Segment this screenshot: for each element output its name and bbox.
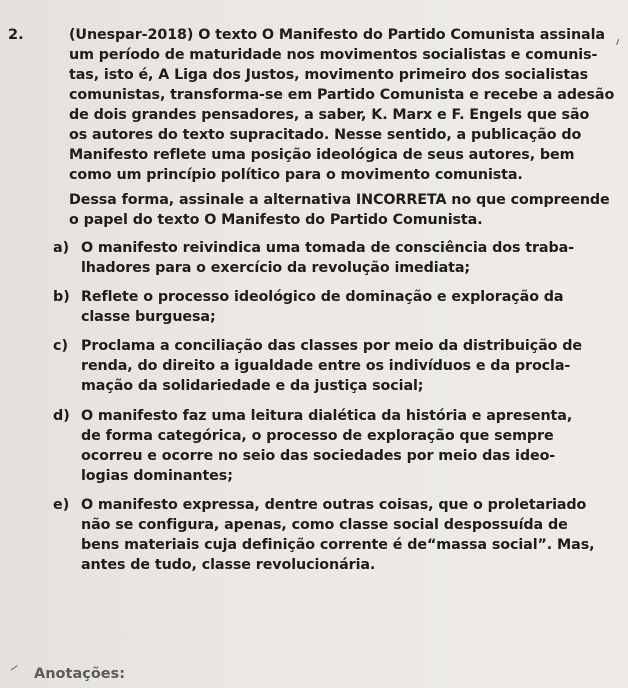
option-text: O manifesto expressa, dentre outras coisas, que o proletariado: [81, 497, 587, 513]
option-letter: b): [53, 289, 70, 305]
stem-line: um período de maturidade nos movimentos socialistas e comunis-: [69, 47, 598, 63]
option-text: Proclama a conciliação das classes por meio da distribuição de: [81, 338, 582, 354]
option-text: renda, do direito a igualdade entre os indivíduos e da procla-: [81, 358, 571, 374]
stem-line: Dessa forma, assinale a alternativa INCORRETA no que compreende: [69, 192, 610, 208]
option-letter: a): [53, 240, 70, 256]
stem-line: os autores do texto supracitado. Nesse sentido, a publicação do: [69, 127, 582, 143]
option-text: classe burguesa;: [81, 309, 216, 325]
option-text: mação da solidariedade e da justiça social;: [81, 378, 424, 394]
stem-line: (Unespar-2018) O texto O Manifesto do Partido Comunista assinala: [69, 27, 605, 43]
stem-line: comunistas, transforma-se em Partido Comunista e recebe a adesão: [69, 87, 615, 103]
question-number: 2.: [8, 27, 24, 43]
option-text: de forma categórica, o processo de exploração que sempre: [81, 428, 554, 444]
notes-tick-mark: [6, 659, 18, 671]
option-text: não se configura, apenas, como classe social despossuída de: [81, 517, 568, 533]
option-text: O manifesto reivindica uma tomada de consciência dos traba-: [81, 240, 574, 256]
option-text: ocorreu e ocorre no seio das sociedades por meio das ideo-: [81, 448, 556, 464]
option-text: antes de tudo, classe revolucionária.: [81, 557, 376, 573]
stem-line: Manifesto reflete uma posição ideológica de seus autores, bem: [69, 147, 575, 163]
option-letter: d): [53, 408, 70, 424]
margin-pen-mark: [616, 39, 625, 47]
option-text: Reflete o processo ideológico de dominação e exploração da: [81, 289, 564, 305]
stem-line: o papel do texto O Manifesto do Partido Comunista.: [69, 212, 483, 228]
option-text: bens materiais cuja definição corrente é de“massa social”. Mas,: [81, 537, 595, 553]
stem-line: de dois grandes pensadores, a saber, K. Marx e F. Engels que são: [69, 107, 590, 123]
stem-line: tas, isto é, A Liga dos Justos, movimento primeiro dos socialistas: [69, 67, 589, 83]
option-text: lhadores para o exercício da revolução imediata;: [81, 260, 471, 276]
option-letter: e): [53, 497, 70, 513]
notes-label: Anotações:: [34, 666, 126, 682]
option-text: O manifesto faz uma leitura dialética da história e apresenta,: [81, 408, 573, 424]
option-text: logias dominantes;: [81, 468, 233, 484]
option-letter: c): [53, 338, 69, 354]
stem-line: como um princípio político para o movimento comunista.: [69, 167, 523, 183]
